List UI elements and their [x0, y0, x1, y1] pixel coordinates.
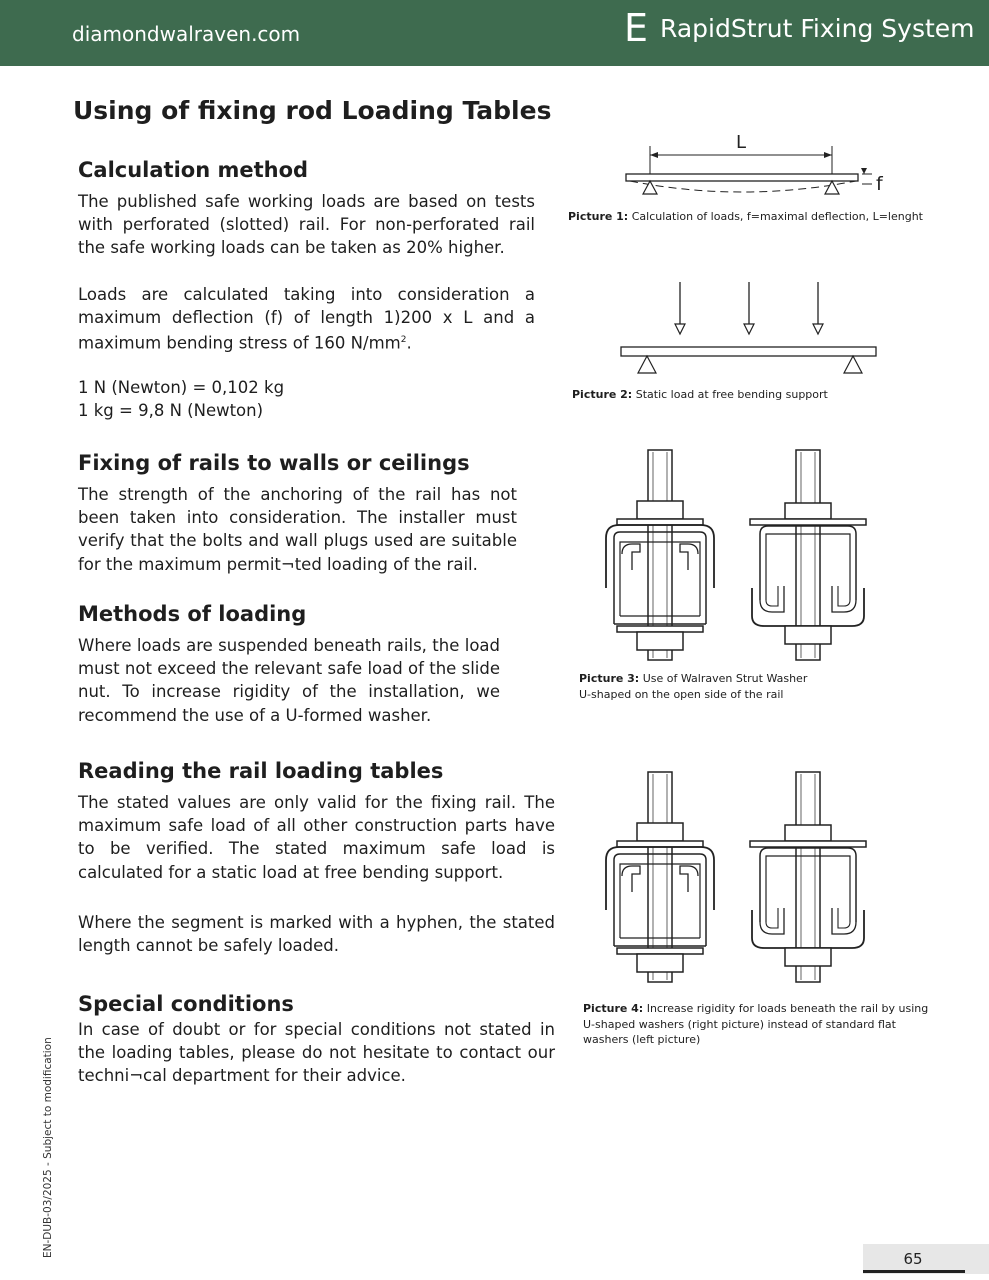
picture-4-caption	[583, 1001, 928, 1048]
methods-paragraph: Where loads are suspended beneath rails, the load must not exceed the relevant safe load of the slide nut. To increase rigidity of the installation, we recommend the use of a U-formed washer.	[78, 636, 500, 725]
calc-paragraph-2-text: Loads are calculated taking into consideration a maximum deflection (f) of length 1)200 x L and a maximum bending stress of 160 N/mm	[78, 285, 535, 353]
picture-1-text: Calculation of loads, f=maximal deflection, L=lenght	[631, 210, 923, 223]
reading-heading: Reading the rail loading tables	[78, 759, 444, 783]
conversion-2: 1 kg = 9,8 N (Newton)	[78, 401, 264, 420]
picture-3-diagram	[600, 448, 870, 664]
picture-3-label: Picture 3:	[579, 672, 640, 685]
calc-sup: 2	[400, 335, 407, 346]
picture-3-caption	[579, 671, 807, 702]
picture-1-label: Picture 1:	[568, 210, 629, 223]
picture-2-caption	[572, 387, 828, 403]
section-title: RapidStrut Fixing System	[660, 14, 975, 43]
special-paragraph: In case of doubt or for special conditions not stated in the loading tables, please do not hesitate to contact our techni¬cal department for their advice.	[78, 1020, 555, 1086]
picture-2-text: Static load at free bending support	[635, 388, 828, 401]
fixing-paragraph: The strength of the anchoring of the rail has not been taken into consideration. The installer must verify that the bolts and wall plugs used are suitable for the maximum permit¬ted loading of the rail.	[78, 485, 517, 574]
calc-heading: Calculation method	[78, 158, 309, 182]
picture-2-diagram	[615, 280, 885, 380]
page-number-underline	[863, 1270, 965, 1273]
page-number: 65	[903, 1250, 923, 1268]
picture-3-line-1: Use of Walraven Strut Washer	[642, 672, 808, 685]
calc-paragraph-1: The published safe working loads are based on tests with perforated (slotted) rail. For non-perforated rail the safe working loads can be taken as 20% higher.	[78, 192, 535, 258]
picture-1-caption	[568, 209, 923, 225]
fixing-heading: Fixing of rails to walls or ceilings	[78, 451, 470, 475]
picture-4-label: Picture 4:	[583, 1002, 644, 1015]
picture-4-line-1: Increase rigidity for loads beneath the rail by using	[646, 1002, 929, 1015]
conversion-1: 1 N (Newton) = 0,102 kg	[78, 378, 285, 397]
section-letter: E	[624, 6, 649, 50]
methods-heading: Methods of loading	[78, 602, 307, 626]
side-note: EN-DUB-03/2025 - Subject to modification	[42, 1037, 54, 1258]
picture-4-diagram	[600, 770, 870, 986]
picture-4-line-3: washers (left picture)	[583, 1033, 701, 1046]
calc-paragraph-2	[78, 283, 535, 355]
picture-1-f-label: f	[876, 173, 883, 195]
calc-paragraph-2-end: .	[406, 333, 412, 353]
picture-3-line-2: U-shaped on the open side of the rail	[579, 687, 784, 701]
picture-2-label: Picture 2:	[572, 388, 633, 401]
page-title: Using of fixing rod Loading Tables	[73, 96, 552, 125]
page-header	[0, 0, 989, 66]
reading-paragraph-2: Where the segment is marked with a hyphen, the stated length cannot be safely loaded.	[78, 913, 555, 956]
picture-1-diagram	[620, 128, 890, 208]
reading-paragraph-1: The stated values are only valid for the fixing rail. The maximum safe load of all other construction parts have to be verified. The stated maximum safe load is calculated for a static load at free bending support.	[78, 793, 555, 882]
picture-4-line-2: U-shaped washers (right picture) instead of standard flat	[583, 1017, 896, 1031]
special-heading: Special conditions	[78, 992, 294, 1016]
site-url: diamondwalraven.com	[72, 22, 301, 46]
picture-1-L-label: L	[735, 132, 747, 153]
